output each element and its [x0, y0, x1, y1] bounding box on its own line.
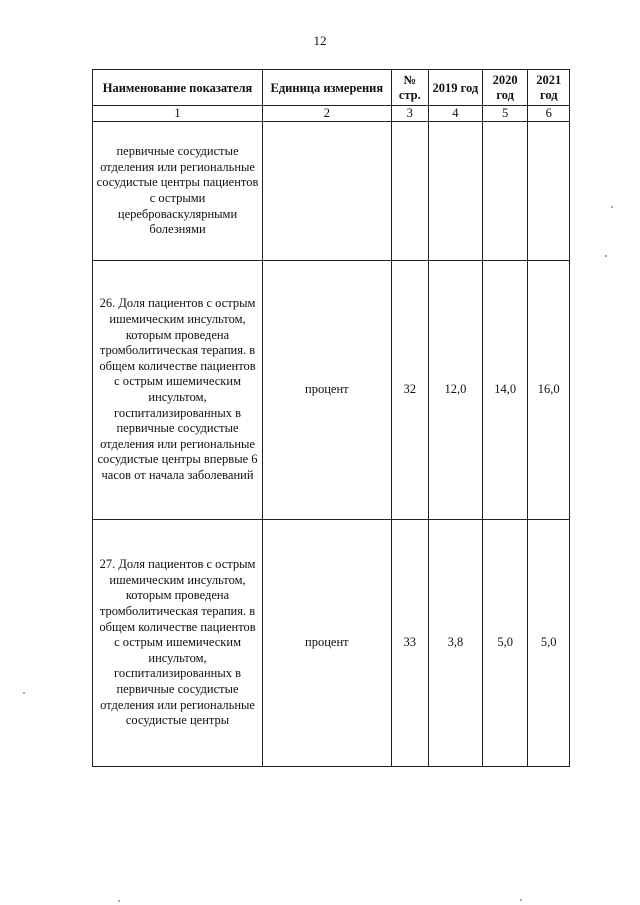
indicator-name: 27. Доля пациентов с острым ишемическим инсультом, которым проведена тромболитическая терапия. в общем количестве пациентов с острым ишемическим инсультом, госпитализированных в первичные сосудистые отделения или региональные сосудистые центры — [93, 520, 263, 767]
indicators-table — [92, 69, 570, 767]
header-year-2021: 2021 год — [528, 70, 570, 106]
table-header-row — [93, 70, 570, 106]
value-2019-cell: 12,0 — [428, 261, 482, 520]
table-row — [93, 520, 570, 767]
column-number: 3 — [391, 106, 428, 122]
indicator-name: первичные сосудистые отделения или региональные сосудистые центры пациентов с острыми цереброваскулярными болезнями — [93, 122, 263, 261]
line-number-cell — [391, 122, 428, 261]
table-row — [93, 261, 570, 520]
header-unit: Единица измерения — [263, 70, 392, 106]
value-2019-cell: 3,8 — [428, 520, 482, 767]
value-2019-cell — [428, 122, 482, 261]
header-indicator-name: Наименование показателя — [93, 70, 263, 106]
header-line-number: № стр. — [391, 70, 428, 106]
column-number: 5 — [482, 106, 528, 122]
header-year-2019: 2019 год — [428, 70, 482, 106]
value-2020-cell — [482, 122, 528, 261]
unit-cell — [263, 122, 392, 261]
line-number-cell: 32 — [391, 261, 428, 520]
scan-speck — [23, 692, 25, 694]
value-2021-cell: 5,0 — [528, 520, 570, 767]
scan-speck — [118, 900, 120, 902]
column-number: 6 — [528, 106, 570, 122]
column-number: 4 — [428, 106, 482, 122]
column-number: 2 — [263, 106, 392, 122]
line-number-cell: 33 — [391, 520, 428, 767]
value-2020-cell: 14,0 — [482, 261, 528, 520]
value-2020-cell: 5,0 — [482, 520, 528, 767]
table-row — [93, 122, 570, 261]
column-number-row — [93, 106, 570, 122]
scan-speck — [520, 899, 522, 901]
value-2021-cell: 16,0 — [528, 261, 570, 520]
indicator-name: 26. Доля пациентов с острым ишемическим инсультом, которым проведена тромболитическая терапия. в общем количестве пациентов с острым ишемическим инсультом, госпитализированных в первичные сосудистые отделения или региональные сосудистые центры впервые 6 часов от начала заболеваний — [93, 261, 263, 520]
unit-cell: процент — [263, 261, 392, 520]
scan-speck — [605, 255, 607, 257]
unit-cell: процент — [263, 520, 392, 767]
header-year-2020: 2020 год — [482, 70, 528, 106]
value-2021-cell — [528, 122, 570, 261]
page-number: 12 — [313, 33, 327, 48]
scan-speck — [611, 206, 613, 208]
column-number: 1 — [93, 106, 263, 122]
